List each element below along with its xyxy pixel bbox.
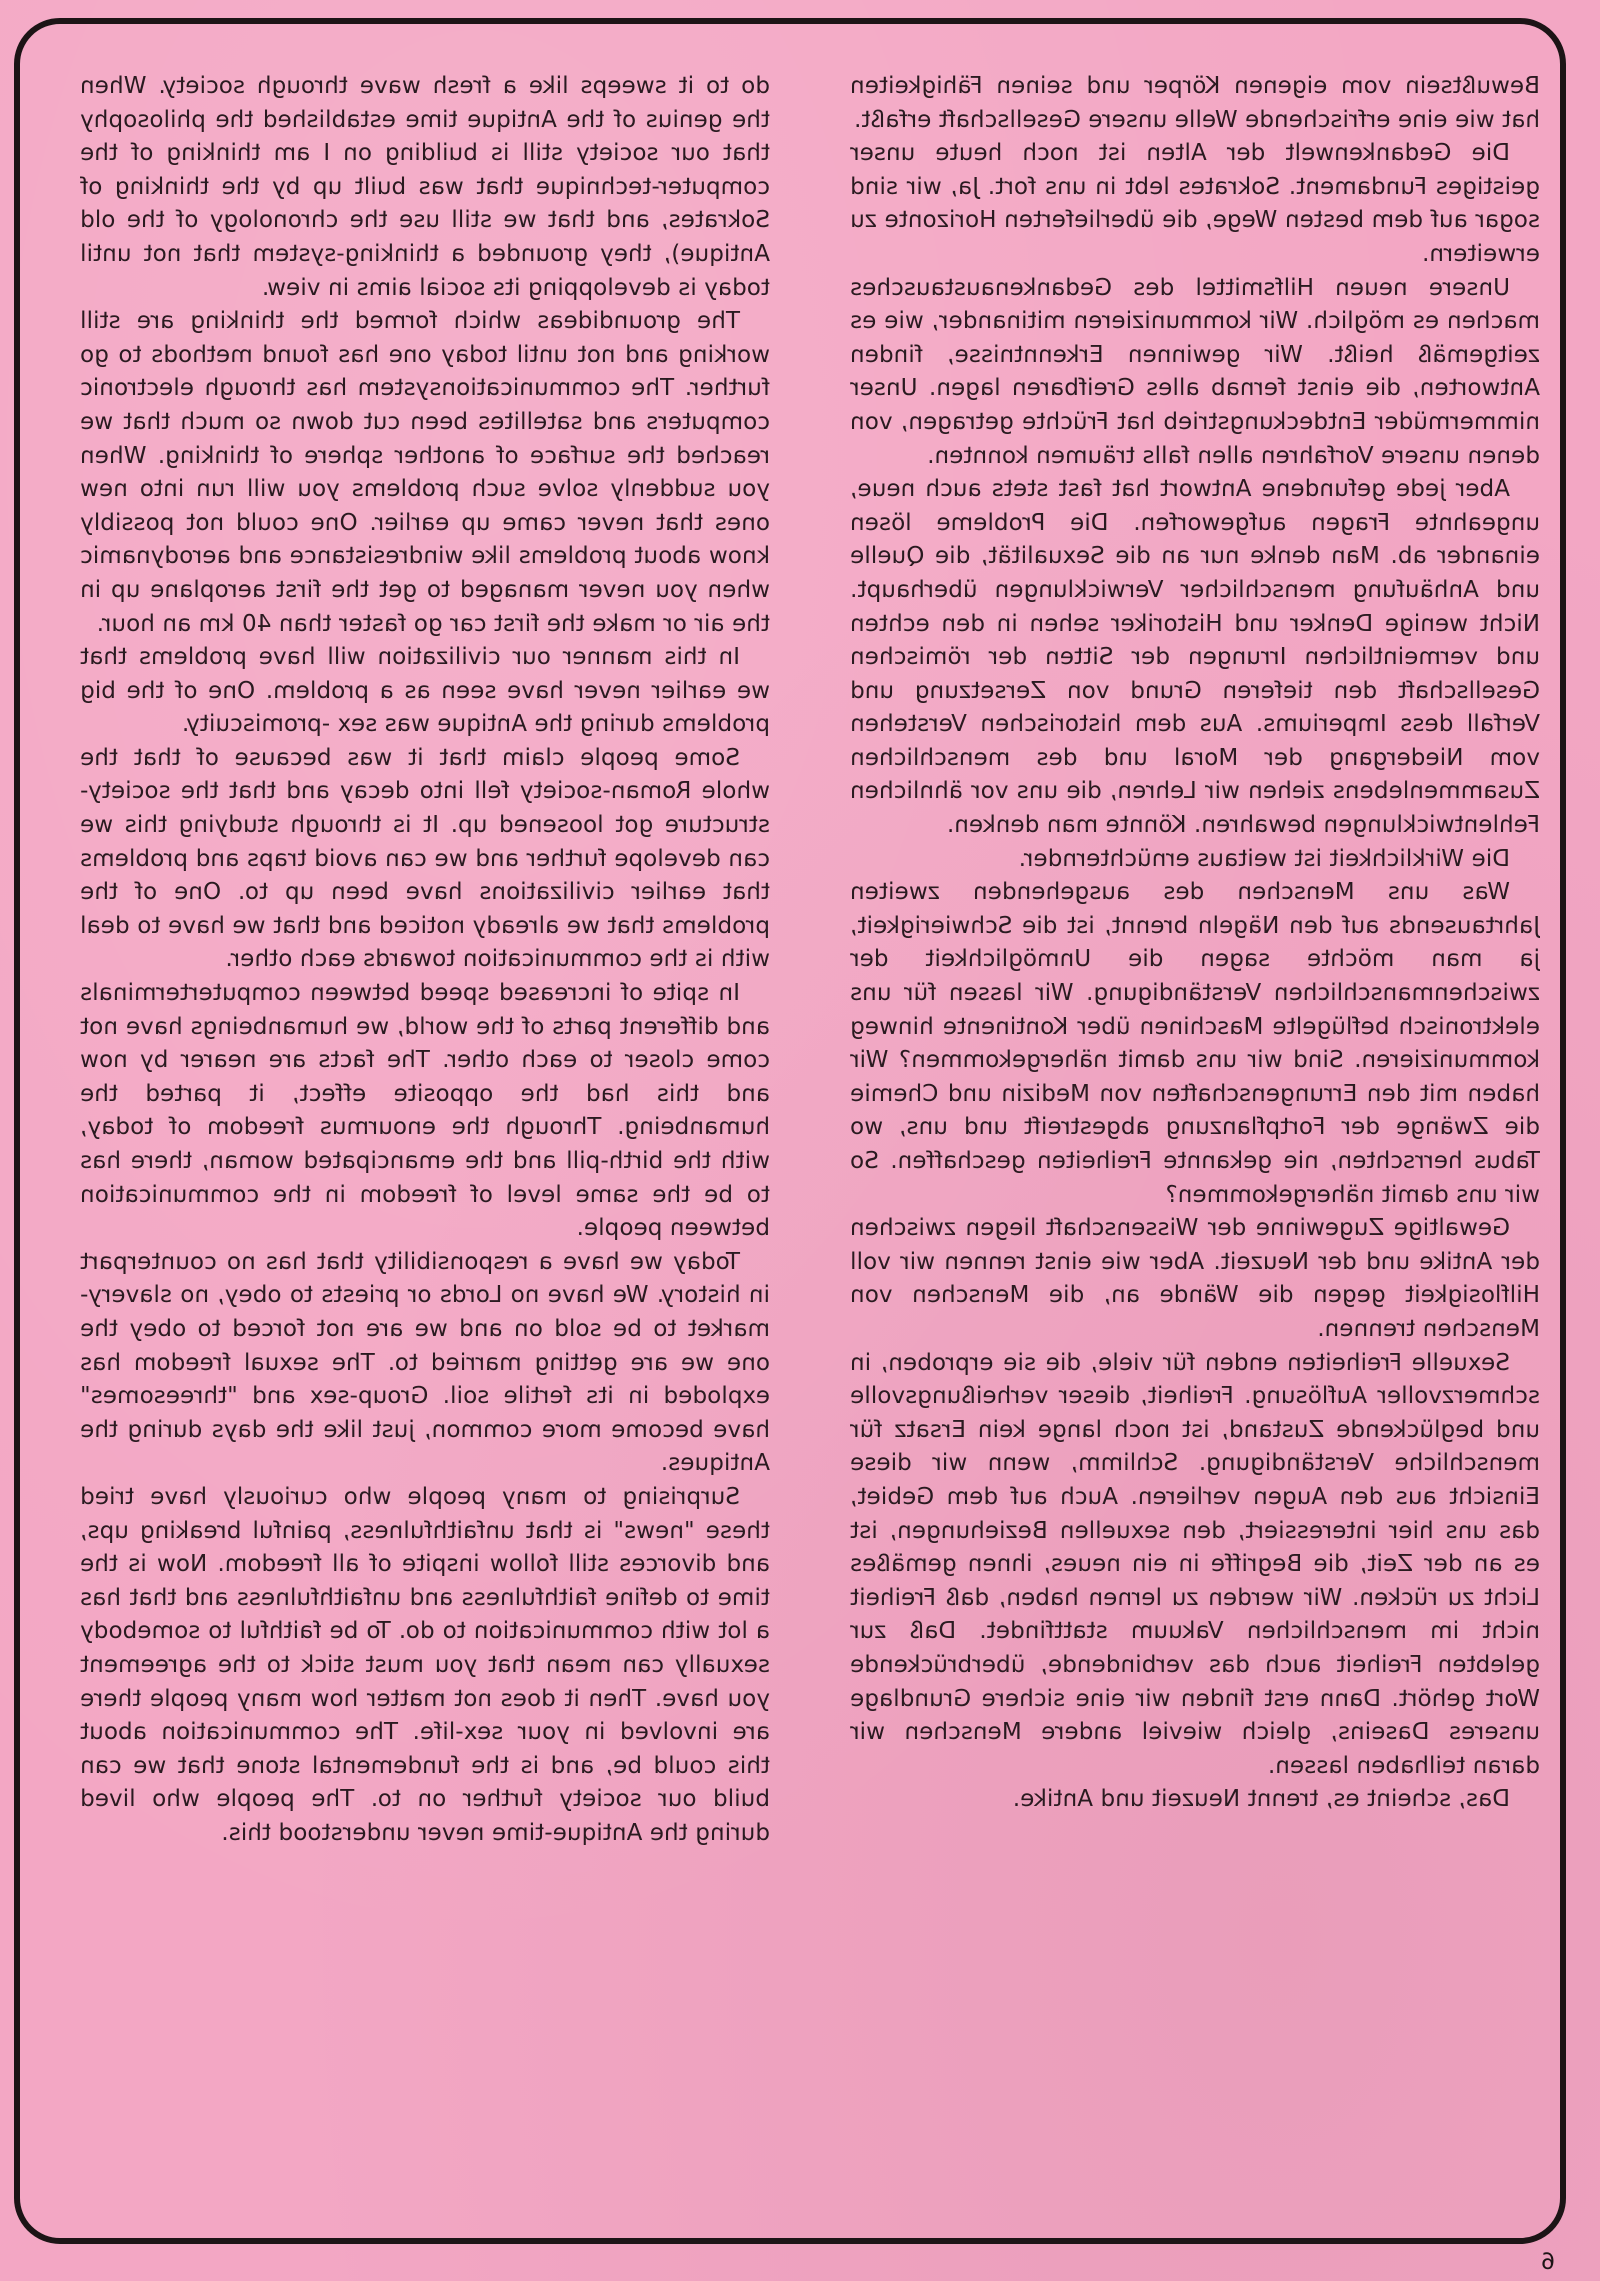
- english-paragraph-2: The groundideas which formed the thinking are still working and not until today one has found methods to go further. The communicationsystem has through electronic computers and satellites been cut down so much that we reached the surface of another sphere of thinking. When you suddenly solve such problems you will run into new ones that never came up earlier. One could not possibly know about problems like windresistance and aerodynamic when you never managed to get the first aeroplane up in the air or make the first car go faster than 40 km an hour.: [80, 308, 770, 637]
- english-paragraph-1: do to it sweeps like a fresh wave through society. When the genius of the Antique time established the philosophy that our society still is building on I am thinking of the computer-technique that was built up by the thinking of Sokrates, and that we still use the chronology of the old Antique), they grounded a thinking-system that not until today is developping its social aims in view.: [80, 73, 770, 301]
- german-column: [850, 70, 1540, 2190]
- page-number: 6: [1541, 2250, 1555, 2275]
- german-paragraph-8: Sexuelle Freiheiten enden für viele, die sie erproben, in schmerzvoller Auflösung. Freiheit, dieser verheißungsvolle und beglückende Zustand, ist noch lange kein Ersatz für menschliche Verständigung. Schlimm, wenn wir diese Einsicht aus den Augen verlieren. Auch auf dem Gebiet, das uns hier interessiert, den sexuellen Beziehungen, ist es an der Zeit, die Begriffe in ein neues, ihnen gemäßes Licht zu rücken. Wir werden zu lernen haben, daß Freiheit nicht im menschlichen Vakuum stattfindet. Daß zur gelebten Freiheit auch das verbindende, überbrückende Wort gehört. Dann erst finden wir eine sichere Grundlage unseres Daseins, gleich wieviel andere Menschen wir daran teilhaben lassen.: [850, 1349, 1540, 1779]
- mirrored-print-area: [60, 70, 1540, 2190]
- german-paragraph-1: Bewußtsein vom eigenen Körper und seinen Fähigkeiten hat wie eine erfrischende Welle unsere Gesellschaft erfaßt.: [850, 73, 1540, 133]
- german-paragraph-9: Das, scheint es, trennt Neuzeit und Antike.: [1012, 1786, 1510, 1813]
- german-paragraph-7: Gewaltige Zugewinne der Wissenschaft liegen zwischen der Antike und der Neuzeit. Aber wie einst rennen wir voll Hilflosigkeit gegen die Wände an, die Menschen von Menschen trennen.: [850, 1215, 1540, 1342]
- english-paragraph-3: In this manner our civilization will have problems that we earlier never have seen as a problem. One of the big problems during the Antique was sex -promiscuity.: [80, 644, 770, 738]
- english-paragraph-5: In spite of increased speed between computerterminals and different parts of the world, we humanbeings have not come closer to each other. The facts are nearer by now and this had the opposite effect, it parted the humanbeing. Through the enourmus freedom of today, with the birth-pill and the emancipated woman, there has to be the same level of freedom in the communication between people.: [80, 980, 770, 1242]
- english-column: [80, 70, 770, 2190]
- text-columns: [60, 70, 1540, 2190]
- german-paragraph-3: Unsere neuen Hilfsmittel des Gedankenaustausches machen es möglich. Wir kommunizieren mitinander, wie es zeitgemäß heißt. Wir gewinnen Erkenntnisse, finden Antworten, die einst fernab alles Greifbaren lagen. Unser nimmermüder Entdeckungstrieb hat Früchte getragen, von denen unsere Vorfahren allen falls träumen konnten.: [850, 274, 1540, 469]
- english-paragraph-4: Some people claim that it was because of that the whole Roman-society fell into decay and that the society-structure got loosened up. It is through studying this we can develope further and we can avoid traps and problems that earlier civilizations have been up to. One of the problems that we already noticed and that we have to deal with is the communication towards each other.: [80, 744, 770, 973]
- english-paragraph-7: Surprising to many people who curiously have tried these "news" is that unfaithfulness, painful breaking ups, and divorces still follow inspite of all freedom. Now is the time to define faithfulness and unfaithfulness and that has a lot with communication to do. To be faithful to somebody sexually can mean that you must stick to the agreement you have. Then it does not matter how many people there are involved in your sex-life. The communication about this could be, and is the fundemental stone that we can build our society further on to. The people who lived during the Antique-time never understood this.: [80, 1483, 770, 1846]
- german-paragraph-2: Die Gedankenwelt der Alten ist noch heute unser geistiges Fundament. Sokrates lebt in uns fort. Ja, wir sind sogar auf dem besten Wege, die überlieferten Horizonte zu erweitern.: [850, 140, 1540, 267]
- english-paragraph-6: Today we have a responsibility that has no counterpart in history. We have no Lords or priests to obey, no slavery-market to be sold on and we are not forced to obey the one we are getting married to. The sexual freedom has exploded in its fertile soil. Group-sex and "threesomes" have become more common, just like the days during the Antiques.: [80, 1248, 770, 1477]
- german-paragraph-4: Aber jede gefundene Antwort hat fast stets auch neue, ungeahnte Fragen aufgeworfen. Die Probleme lösen einander ab. Man denke nur an die Sexualität, die Quelle und Anhäufung menschlicher Verwicklungen überhaupt. Nicht wenige Denker und Historiker sehen in den echten und vermeintlichen Irrungen der Sitten der römischen Gesellschaft den tieferen Grund von Zersetzung und Verfall dess Imperiums. Aus dem historischen Verstehen vom Niedergang der Moral und des menschlichen Zusammenlebens ziehen wir Lehren, die uns vor ähnlichen Fehlentwicklungen bewahren. Könnte man denken.: [850, 476, 1540, 839]
- german-paragraph-6: Was uns Menschen des ausgehenden zweiten Jahrtausends auf den Nägeln brennt, ist die Schwierigkeit, ja man möchte sagen die Unmöglichkeit der zwischenmanschlichen Verständigung. Wir lassen für uns elektronisch beflügelte Maschinen über Kontinente hinweg kommunizieren. Sind wir uns damit nähergekommen? Wir haben mit den Errungenschaften von Medizin und Chemie die Zwänge der Fortpflanzung abgestreift und uns, wo Tabus herrschten, nie gekannte Freiheiten geschaffen. So wir uns damit nähergekommen?: [850, 879, 1540, 1208]
- german-paragraph-5: Die Wirklichkeit ist weitaus ernüchternder.: [1018, 845, 1510, 872]
